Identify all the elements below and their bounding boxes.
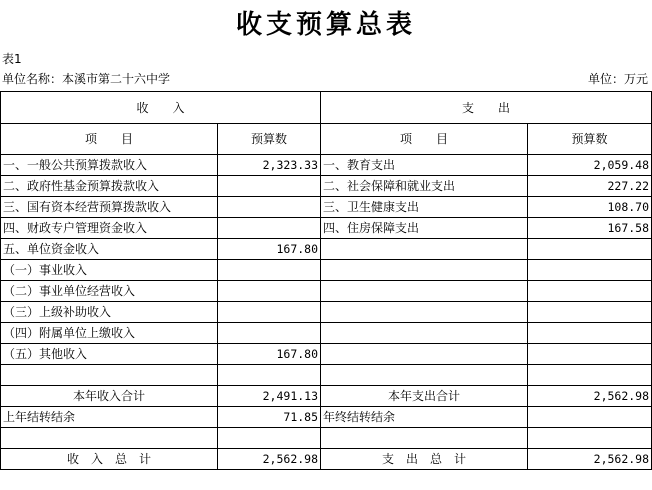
income-value: [218, 281, 321, 302]
grand-expense-total-value: 2,562.98: [528, 449, 652, 470]
annual-expense-total-label: 本年支出合计: [321, 386, 528, 407]
income-item: 五、单位资金收入: [1, 239, 218, 260]
expense-item: 三、卫生健康支出: [321, 197, 528, 218]
income-item-header: 项 目: [1, 124, 218, 155]
expense-value: [528, 260, 652, 281]
income-value: 167.80: [218, 239, 321, 260]
unit-name: 单位名称：本溪市第二十六中学: [2, 72, 171, 86]
expense-item: [321, 323, 528, 344]
income-value: [218, 365, 321, 386]
budget-table: [0, 91, 652, 470]
grand-total-row: [1, 449, 652, 470]
grand-expense-total-label: 支 出 总 计: [321, 449, 528, 470]
expense-item: [321, 365, 528, 386]
annual-income-total-label: 本年收入合计: [1, 386, 218, 407]
table-row: [1, 155, 652, 176]
expense-value: [528, 344, 652, 365]
expense-item: 一、教育支出: [321, 155, 528, 176]
sheet-code: 表1: [2, 52, 22, 66]
income-value: [218, 218, 321, 239]
expense-item: [321, 302, 528, 323]
annual-expense-total-value: 2,562.98: [528, 386, 652, 407]
annual-total-row: [1, 386, 652, 407]
income-item: （一）事业收入: [1, 260, 218, 281]
income-value: [218, 323, 321, 344]
expense-value: 2,059.48: [528, 155, 652, 176]
income-item: （四）附属单位上缴收入: [1, 323, 218, 344]
table-row: [1, 323, 652, 344]
income-value: [218, 176, 321, 197]
expense-item-header: 项 目: [321, 124, 528, 155]
carryover-expense-label: 年终结转结余: [321, 407, 528, 428]
grand-income-total-value: 2,562.98: [218, 449, 321, 470]
annual-income-total-value: 2,491.13: [218, 386, 321, 407]
carryover-income-value: 71.85: [218, 407, 321, 428]
column-header-row: [1, 124, 652, 155]
table-row: [1, 365, 652, 386]
table-row: [1, 281, 652, 302]
carryover-income-label: 上年结转结余: [1, 407, 218, 428]
income-item: （二）事业单位经营收入: [1, 281, 218, 302]
table-row: [1, 239, 652, 260]
income-item: 一、一般公共预算拨款收入: [1, 155, 218, 176]
income-value: [218, 302, 321, 323]
income-value: 167.80: [218, 344, 321, 365]
table-row: [1, 218, 652, 239]
carryover-expense-value: [528, 407, 652, 428]
expense-value: 108.70: [528, 197, 652, 218]
expense-item: [321, 239, 528, 260]
empty-row: [1, 428, 652, 449]
table-row: [1, 260, 652, 281]
expense-item: [321, 281, 528, 302]
expense-item: 四、住房保障支出: [321, 218, 528, 239]
expense-item: 二、社会保障和就业支出: [321, 176, 528, 197]
income-value: [218, 260, 321, 281]
expense-value: [528, 281, 652, 302]
income-item: [1, 365, 218, 386]
income-item: （三）上级补助收入: [1, 302, 218, 323]
unit-label: 单位：万元: [587, 72, 648, 86]
carryover-row: [1, 407, 652, 428]
expense-value: [528, 323, 652, 344]
expense-value: [528, 365, 652, 386]
income-item: 三、国有资本经营预算拨款收入: [1, 197, 218, 218]
expense-item: [321, 344, 528, 365]
page-title: 收支预算总表: [235, 10, 416, 40]
grand-income-total-label: 收 入 总 计: [1, 449, 218, 470]
expense-value: [528, 239, 652, 260]
expense-value: 227.22: [528, 176, 652, 197]
table-row: [1, 176, 652, 197]
table-header-row: [1, 92, 652, 124]
income-item: （五）其他收入: [1, 344, 218, 365]
table-row: [1, 302, 652, 323]
income-item: 二、政府性基金预算拨款收入: [1, 176, 218, 197]
income-header: 收 入: [1, 92, 321, 124]
expense-value: 167.58: [528, 218, 652, 239]
expense-item: [321, 260, 528, 281]
expense-value: [528, 302, 652, 323]
table-row: [1, 197, 652, 218]
income-item: 四、财政专户管理资金收入: [1, 218, 218, 239]
expense-budget-header: 预算数: [528, 124, 652, 155]
income-value: 2,323.33: [218, 155, 321, 176]
table-row: [1, 344, 652, 365]
expense-header: 支 出: [321, 92, 652, 124]
income-budget-header: 预算数: [218, 124, 321, 155]
income-value: [218, 197, 321, 218]
